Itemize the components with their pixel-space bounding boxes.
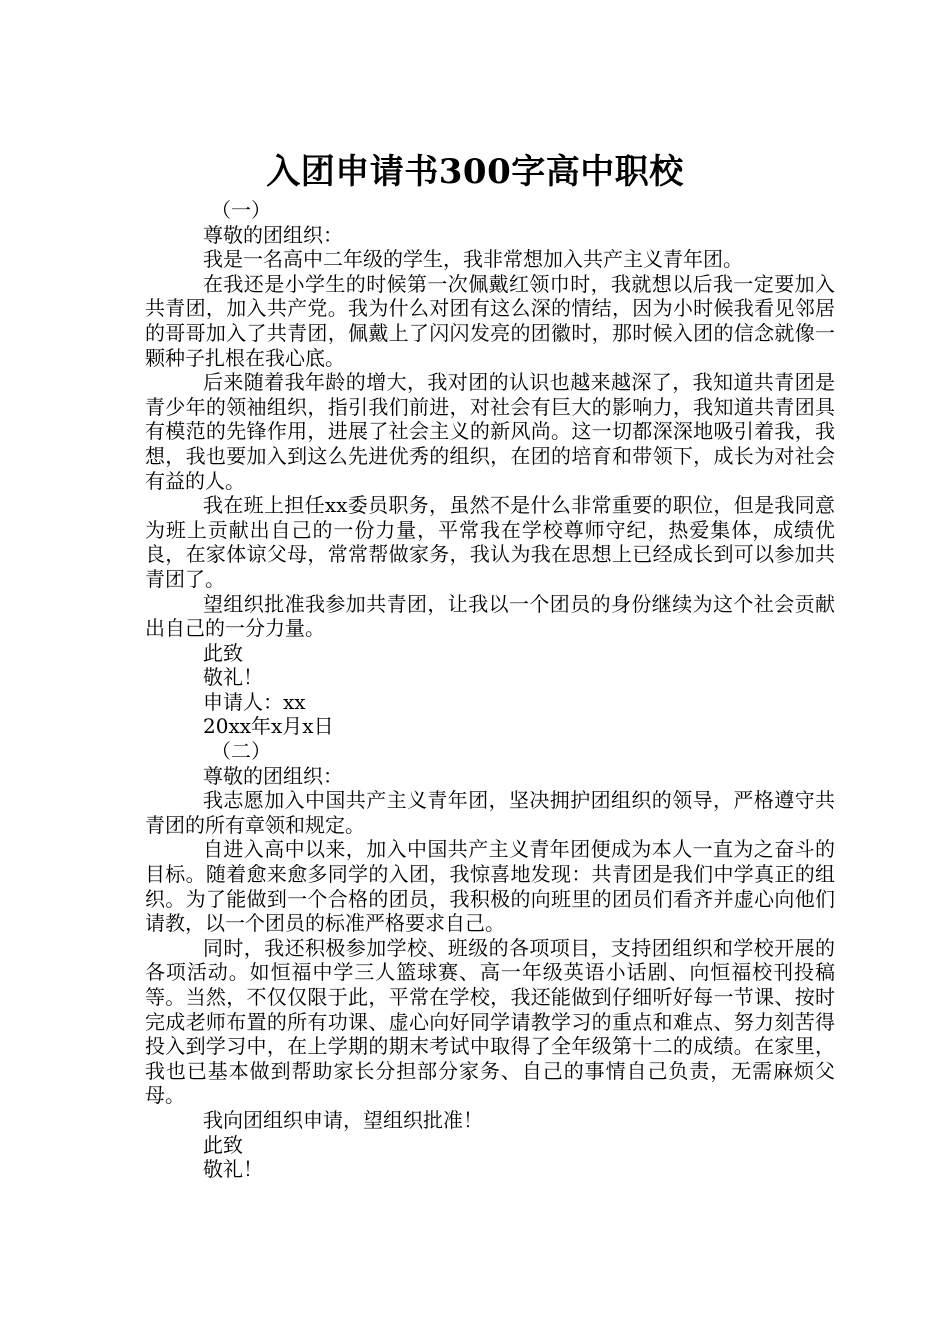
paragraph: 后来随着我年龄的增大，我对团的认识也越来越深了，我知道共青团是青少年的领袖组织，指引我们前进，对社会有巨大的影响力，我知道共青团具有模范的先锋作用，进展了社会主义的新风尚。这一切都深深地吸引着我，我想，我也要加入到这么先进优秀的组织，在团的培育和带领下，成长为对社会有益的人。 bbox=[145, 370, 835, 493]
section-marker-1: （一） bbox=[211, 198, 271, 222]
paragraph: 自进入高中以来，加入中国共产主义青年团便成为本人一直为之奋斗的目标。随着愈来愈多同学的入团，我惊喜地发现：共青团是我们中学真正的组织。为了能做到一个合格的团员，我积极的向班里的团员们看齐并虚心向他们请教，以一个团员的标准严格要求自己。 bbox=[145, 837, 835, 936]
closing-line: 敬礼！ bbox=[203, 1157, 263, 1182]
closing-line: 此致 bbox=[203, 640, 243, 665]
paragraph: 望组织批准我参加共青团，让我以一个团员的身份继续为这个社会贡献出自己的一分力量。 bbox=[145, 591, 835, 641]
document-title: 入团申请书300字高中职校 bbox=[266, 151, 684, 192]
paragraph: 在我还是小学生的时候第一次佩戴红领巾时，我就想以后我一定要加入共青团，加入共产党。我为什么对团有这么深的情结，因为小时候我看见邻居的哥哥加入了共青团，佩戴上了闪闪发亮的团徽时，那时候入团的信念就像一颗种子扎根在我心底。 bbox=[145, 271, 835, 370]
date-line: 20xx年x月x日 bbox=[203, 714, 334, 739]
paragraph: 我志愿加入中国共产主义青年团，坚决拥护团组织的领导，严格遵守共青团的所有章领和规定。 bbox=[145, 788, 835, 837]
paragraph: 我向团组织申请，望组织批准！ bbox=[203, 1107, 483, 1132]
closing-line: 敬礼！ bbox=[203, 665, 263, 690]
paragraph: 同时，我还积极参加学校、班级的各项项目，支持团组织和学校开展的各项活动。如恒福中学三人篮球赛、高一年级英语小话剧、向恒福校刊投稿等。当然，不仅仅限于此，平常在学校，我还能做到仔细听好每一节课、按时完成老师布置的所有功课、虚心向好同学请教学习的重点和难点、努力刻苦得投入到学习中，在上学期的期末考试中取得了全年级第十二的成绩。在家里，我也已基本做到帮助家长分担部分家务、自己的事情自己负责，无需麻烦父母。 bbox=[145, 935, 835, 1108]
closing-line: 此致 bbox=[203, 1132, 243, 1157]
paragraph: 我是一名高中二年级的学生，我非常想加入共产主义青年团。 bbox=[203, 247, 743, 272]
applicant-line: 申请人：xx bbox=[203, 689, 306, 714]
section-marker-2: （二） bbox=[211, 739, 271, 764]
salutation: 尊敬的团组织： bbox=[203, 763, 343, 788]
document-body bbox=[145, 198, 835, 1182]
salutation: 尊敬的团组织： bbox=[203, 222, 343, 247]
paragraph: 我在班上担任xx委员职务，虽然不是什么非常重要的职位，但是我同意为班上贡献出自己的一份力量，平常我在学校尊师守纪，热爱集体，成绩优良，在家体谅父母，常常帮做家务，我认为我在思想上已经成长到可以参加共青团了。 bbox=[145, 493, 835, 591]
